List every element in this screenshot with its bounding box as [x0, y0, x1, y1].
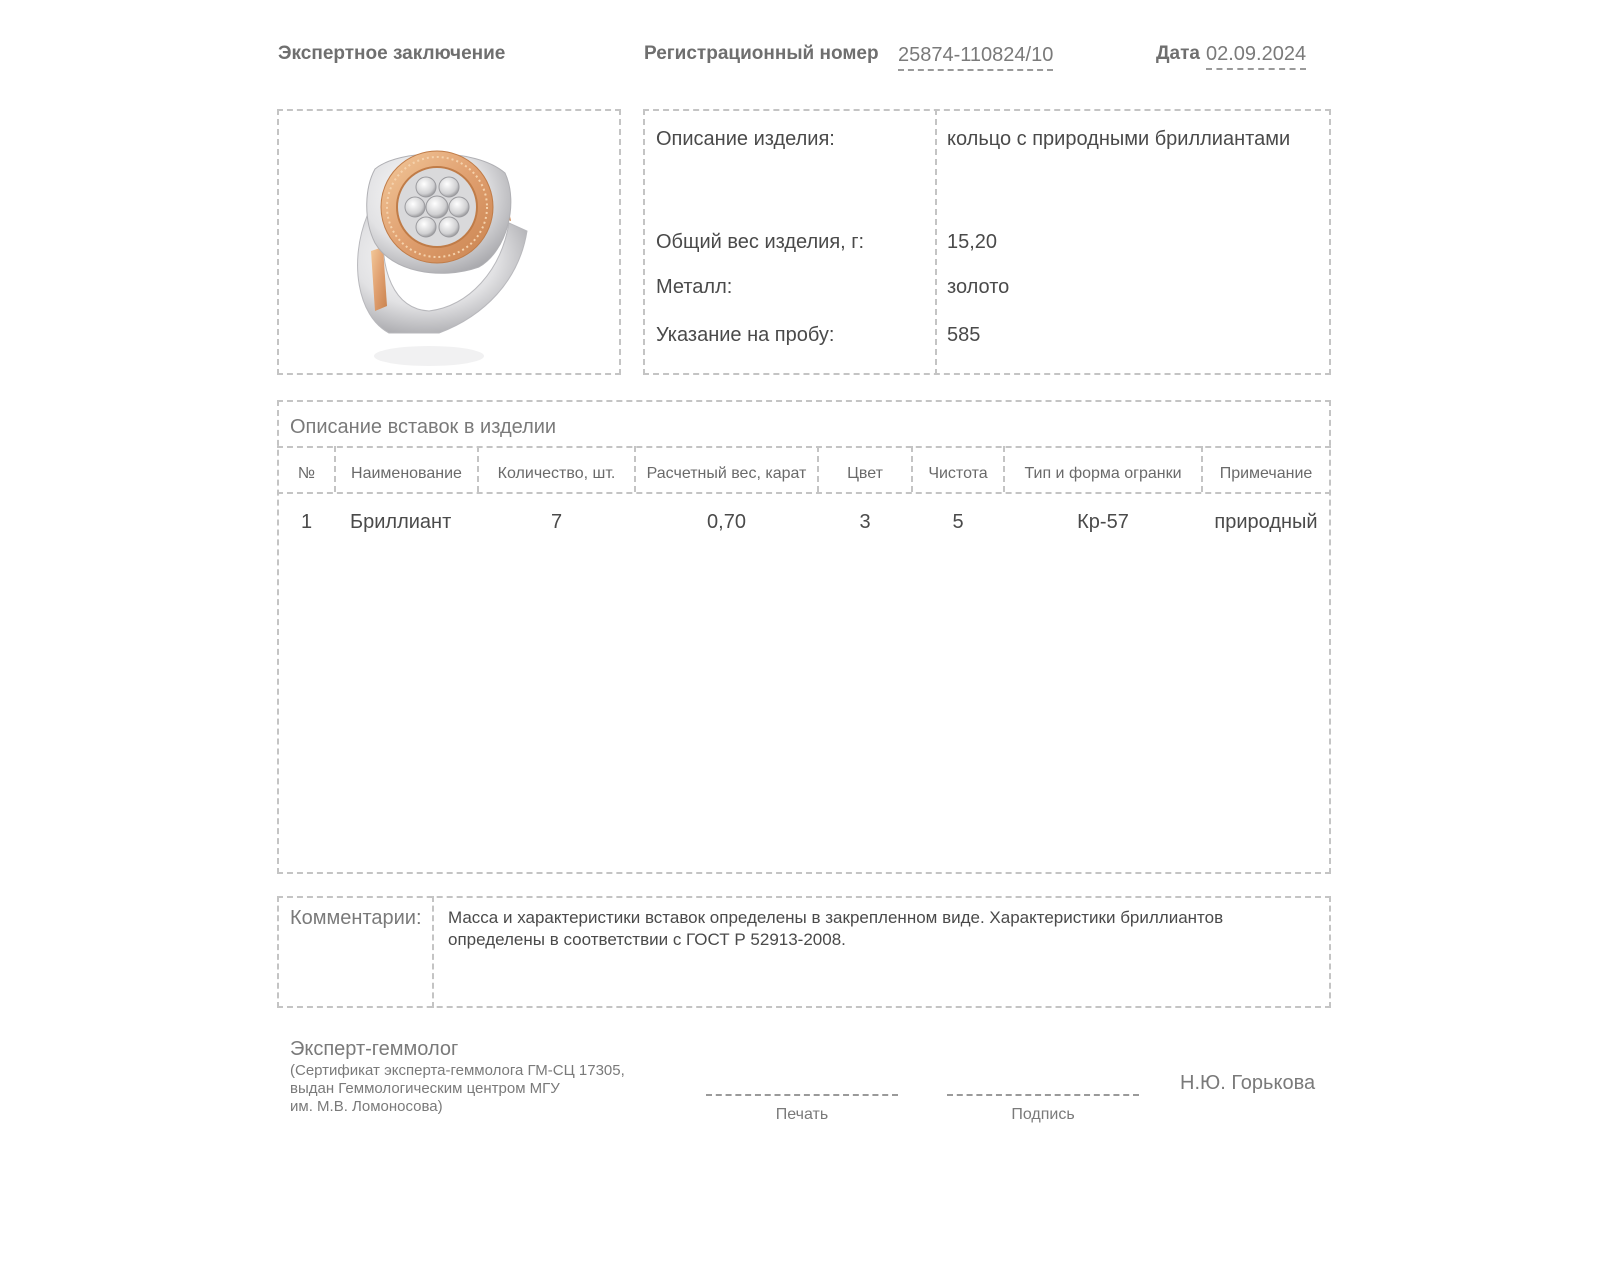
expert-title: Эксперт-геммолог — [290, 1038, 459, 1060]
col-note-header: Примечание — [1219, 465, 1313, 482]
comments-text: Масса и характеристики вставок определены в закрепленном виде. Характеристики бриллиантов определены в соответствии с ГОСТ Р 52913-2008. — [448, 908, 1224, 949]
inserts-title: Описание вставок в изделии — [290, 416, 557, 438]
col-number-header: № — [297, 465, 316, 482]
product-description-value: кольцо с природными бриллиантами — [947, 128, 1291, 150]
stamp-label: Печать — [775, 1106, 829, 1123]
signature-label: Подпись — [1011, 1106, 1075, 1123]
total-weight-label: Общий вес изделия, г: — [656, 231, 865, 253]
date-value: 02.09.2024 — [1206, 43, 1306, 70]
product-image-frame — [277, 109, 621, 375]
col-color-header: Цвет — [847, 465, 883, 482]
expert-name: Н.Ю. Горькова — [1180, 1072, 1316, 1094]
comments-label: Комментарии: — [290, 907, 422, 929]
hallmark-value: 585 — [947, 324, 981, 346]
metal-label: Металл: — [656, 276, 733, 298]
registration-number: 25874-110824/10 — [898, 44, 1053, 71]
table-cell-cut: Кр-57 — [1077, 511, 1129, 533]
col-weight-header: Расчетный вес, карат — [646, 465, 807, 482]
ring-image — [279, 111, 619, 373]
total-weight-value: 15,20 — [947, 231, 998, 253]
date-label: Дата — [1156, 43, 1200, 64]
document-title: Экспертное заключение — [278, 43, 506, 64]
table-cell-weight: 0,70 — [707, 511, 746, 533]
col-clarity-header: Чистота — [928, 465, 988, 482]
table-cell-color: 3 — [859, 511, 871, 533]
hallmark-label: Указание на пробу: — [656, 324, 835, 346]
col-quantity-header: Количество, шт. — [497, 465, 616, 482]
signature-line — [947, 1094, 1139, 1096]
expert-certificate: (Сертификат эксперта-геммолога ГМ-СЦ 17305, выдан Геммологическим центром МГУ им. М.В. Ломоносова) — [290, 1062, 625, 1115]
table-cell-note: природный — [1214, 511, 1318, 533]
metal-value: золото — [947, 276, 1010, 298]
registration-label: Регистрационный номер — [644, 43, 879, 64]
table-cell-quantity: 7 — [550, 511, 563, 533]
table-cell-name: Бриллиант — [350, 511, 452, 533]
table-cell-number: 1 — [300, 511, 313, 533]
stamp-line — [706, 1094, 898, 1096]
col-cut-header: Тип и форма огранки — [1024, 465, 1182, 482]
col-name-header: Наименование — [351, 465, 462, 482]
table-cell-clarity: 5 — [952, 511, 964, 533]
product-description-label: Описание изделия: — [656, 128, 835, 150]
